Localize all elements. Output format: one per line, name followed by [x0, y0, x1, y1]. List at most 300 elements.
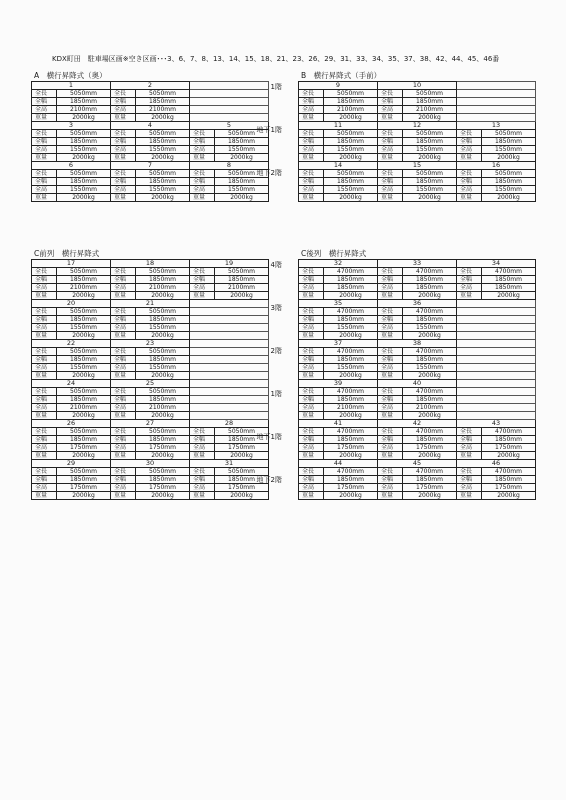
spec-label: 全幅	[32, 356, 57, 364]
empty-slot	[190, 380, 269, 388]
spec-value: 1850mm	[136, 316, 190, 324]
spec-value: 5050mm	[215, 130, 269, 138]
spec-label: 重量	[190, 452, 215, 460]
spec-row	[299, 268, 536, 276]
spec-row	[32, 364, 269, 372]
spec-label: 全高	[32, 484, 57, 492]
spec-label: 全長	[111, 268, 136, 276]
spec-value: 2000kg	[403, 114, 457, 122]
spec-value: 1750mm	[215, 484, 269, 492]
spec-value: 2000kg	[324, 114, 378, 122]
empty-cell	[457, 388, 536, 396]
spec-value: 1850mm	[403, 178, 457, 186]
spec-value: 5050mm	[215, 468, 269, 476]
slot-number-row	[32, 122, 269, 130]
parking-grid	[31, 259, 269, 500]
spec-value: 1850mm	[324, 178, 378, 186]
spec-row	[32, 396, 269, 404]
spec-label: 全長	[111, 468, 136, 476]
spec-value: 1850mm	[215, 138, 269, 146]
spec-value: 4700mm	[403, 388, 457, 396]
spec-value: 1850mm	[57, 178, 111, 186]
slot-number: 3	[32, 122, 111, 130]
spec-label: 全幅	[299, 316, 324, 324]
spec-label: 重量	[299, 412, 324, 420]
spec-row	[299, 476, 536, 484]
spec-label: 全幅	[190, 276, 215, 284]
spec-label: 全幅	[32, 476, 57, 484]
floor-label: 1階	[270, 83, 282, 91]
spec-value: 2000kg	[136, 412, 190, 420]
empty-cell	[457, 324, 536, 332]
spec-label: 重量	[299, 194, 324, 202]
slot-number-row	[299, 260, 536, 268]
spec-value: 4700mm	[324, 308, 378, 316]
empty-cell	[190, 114, 269, 122]
spec-row	[299, 388, 536, 396]
spec-label: 全長	[111, 308, 136, 316]
spec-value: 2000kg	[136, 292, 190, 300]
slot-number: 9	[299, 82, 378, 90]
slot-number: 44	[299, 460, 378, 468]
spec-value: 2000kg	[324, 492, 378, 500]
spec-value: 5050mm	[403, 90, 457, 98]
spec-value: 1850mm	[136, 476, 190, 484]
spec-row	[32, 476, 269, 484]
spec-value: 4700mm	[403, 308, 457, 316]
spec-row	[32, 404, 269, 412]
spec-value: 1850mm	[215, 178, 269, 186]
spec-label: 重量	[111, 492, 136, 500]
spec-value: 2100mm	[57, 106, 111, 114]
spec-label: 全高	[457, 186, 482, 194]
spec-value: 2000kg	[57, 292, 111, 300]
spec-label: 全長	[32, 130, 57, 138]
slot-number-row	[299, 162, 536, 170]
slot-number-row	[32, 82, 269, 90]
spec-value: 2000kg	[403, 292, 457, 300]
spec-row	[32, 138, 269, 146]
slot-number-row	[32, 340, 269, 348]
spec-value: 2000kg	[403, 154, 457, 162]
spec-label: 全長	[111, 130, 136, 138]
spec-value: 2100mm	[136, 404, 190, 412]
spec-label: 全高	[111, 404, 136, 412]
spec-row	[299, 138, 536, 146]
empty-slot	[457, 82, 536, 90]
spec-row	[32, 114, 269, 122]
spec-label: 重量	[378, 452, 403, 460]
spec-row	[32, 332, 269, 340]
slot-number: 20	[32, 300, 111, 308]
spec-value: 5050mm	[57, 130, 111, 138]
spec-label: 全幅	[299, 138, 324, 146]
slot-number: 34	[457, 260, 536, 268]
spec-row	[299, 332, 536, 340]
spec-value: 5050mm	[215, 428, 269, 436]
spec-row	[32, 412, 269, 420]
spec-label: 全幅	[299, 356, 324, 364]
spec-row	[32, 130, 269, 138]
floor-label: 地下1階	[256, 126, 282, 134]
spec-value: 2000kg	[215, 292, 269, 300]
spec-label: 全高	[32, 186, 57, 194]
spec-value: 1750mm	[403, 484, 457, 492]
spec-label: 全高	[299, 284, 324, 292]
spec-value: 5050mm	[136, 388, 190, 396]
spec-row	[32, 186, 269, 194]
spec-label: 全長	[32, 428, 57, 436]
spec-row	[32, 324, 269, 332]
spec-label: 重量	[111, 154, 136, 162]
spec-row	[32, 106, 269, 114]
spec-label: 全長	[190, 268, 215, 276]
spec-value: 1550mm	[403, 364, 457, 372]
spec-label: 重量	[299, 292, 324, 300]
spec-value: 2000kg	[215, 452, 269, 460]
slot-number-row	[299, 380, 536, 388]
spec-label: 全長	[457, 428, 482, 436]
spec-value: 5050mm	[57, 388, 111, 396]
spec-label: 全幅	[378, 276, 403, 284]
spec-value: 5050mm	[403, 170, 457, 178]
spec-value: 5050mm	[324, 170, 378, 178]
spec-value: 5050mm	[136, 170, 190, 178]
spec-label: 全長	[32, 468, 57, 476]
slot-number: 19	[190, 260, 269, 268]
spec-row	[32, 436, 269, 444]
spec-row	[299, 444, 536, 452]
spec-value: 1850mm	[215, 476, 269, 484]
slot-number: 8	[190, 162, 269, 170]
slot-number: 41	[299, 420, 378, 428]
spec-value: 1850mm	[403, 98, 457, 106]
spec-value: 1850mm	[403, 138, 457, 146]
spec-label: 全幅	[190, 436, 215, 444]
spec-value: 1850mm	[57, 276, 111, 284]
slot-number: 30	[111, 460, 190, 468]
spec-value: 1550mm	[215, 146, 269, 154]
slot-number: 32	[299, 260, 378, 268]
spec-value: 1550mm	[215, 186, 269, 194]
slot-number-row	[299, 122, 536, 130]
slot-number: 45	[378, 460, 457, 468]
spec-value: 4700mm	[482, 268, 536, 276]
spec-value: 1850mm	[482, 178, 536, 186]
spec-value: 2000kg	[57, 492, 111, 500]
spec-value: 1850mm	[324, 356, 378, 364]
spec-value: 5050mm	[324, 130, 378, 138]
spec-label: 重量	[378, 114, 403, 122]
spec-row	[32, 90, 269, 98]
slot-number: 10	[378, 82, 457, 90]
spec-value: 1850mm	[57, 476, 111, 484]
spec-label: 全長	[32, 90, 57, 98]
slot-number-row	[299, 340, 536, 348]
spec-label: 全幅	[378, 178, 403, 186]
slot-number: 11	[299, 122, 378, 130]
spec-value: 1750mm	[136, 444, 190, 452]
spec-label: 重量	[457, 492, 482, 500]
spec-value: 4700mm	[403, 428, 457, 436]
spec-row	[299, 372, 536, 380]
spec-label: 全高	[457, 484, 482, 492]
spec-value: 1850mm	[403, 436, 457, 444]
empty-cell	[190, 404, 269, 412]
slot-number-row	[32, 300, 269, 308]
spec-label: 重量	[378, 154, 403, 162]
spec-row	[299, 284, 536, 292]
empty-cell	[190, 364, 269, 372]
floor-label: 2階	[270, 347, 282, 355]
slot-number: 42	[378, 420, 457, 428]
spec-label: 全幅	[190, 178, 215, 186]
spec-value: 2100mm	[136, 284, 190, 292]
spec-value: 2000kg	[482, 194, 536, 202]
spec-row	[32, 444, 269, 452]
spec-row	[299, 98, 536, 106]
spec-value: 2000kg	[482, 492, 536, 500]
spec-row	[299, 292, 536, 300]
spec-label: 全高	[457, 284, 482, 292]
spec-label: 全高	[378, 324, 403, 332]
spec-label: 全高	[190, 146, 215, 154]
empty-cell	[457, 356, 536, 364]
spec-value: 2000kg	[57, 194, 111, 202]
spec-row	[32, 268, 269, 276]
spec-row	[299, 130, 536, 138]
spec-label: 全長	[378, 468, 403, 476]
spec-value: 1550mm	[324, 364, 378, 372]
spec-value: 1850mm	[324, 316, 378, 324]
spec-value: 1850mm	[403, 316, 457, 324]
spec-label: 全高	[111, 364, 136, 372]
slot-number: 28	[190, 420, 269, 428]
spec-value: 1850mm	[136, 178, 190, 186]
spec-label: 全幅	[32, 396, 57, 404]
slot-number: 14	[299, 162, 378, 170]
spec-value: 1750mm	[136, 484, 190, 492]
slot-number: 23	[111, 340, 190, 348]
spec-label: 全幅	[111, 436, 136, 444]
empty-cell	[457, 316, 536, 324]
spec-label: 全幅	[111, 476, 136, 484]
spec-row	[299, 412, 536, 420]
spec-label: 全高	[32, 284, 57, 292]
spec-row	[32, 308, 269, 316]
spec-value: 4700mm	[324, 268, 378, 276]
spec-label: 全幅	[299, 276, 324, 284]
slot-number: 16	[457, 162, 536, 170]
spec-label: 全幅	[111, 98, 136, 106]
spec-value: 2000kg	[324, 412, 378, 420]
spec-label: 全長	[299, 130, 324, 138]
spec-label: 全長	[32, 170, 57, 178]
spec-label: 重量	[299, 372, 324, 380]
spec-label: 重量	[32, 154, 57, 162]
spec-value: 2000kg	[403, 194, 457, 202]
spec-label: 全高	[299, 444, 324, 452]
spec-value: 2000kg	[136, 154, 190, 162]
section-title: A 横行昇降式（奥）	[34, 71, 107, 80]
slot-number: 18	[111, 260, 190, 268]
spec-value: 1850mm	[482, 138, 536, 146]
spec-label: 全長	[378, 308, 403, 316]
spec-label: 全幅	[457, 476, 482, 484]
spec-label: 全幅	[378, 356, 403, 364]
spec-label: 全高	[111, 106, 136, 114]
spec-value: 2100mm	[57, 404, 111, 412]
spec-label: 全幅	[299, 436, 324, 444]
slot-number: 36	[378, 300, 457, 308]
parking-grid	[31, 81, 269, 202]
slot-number: 6	[32, 162, 111, 170]
spec-value: 1550mm	[136, 186, 190, 194]
spec-label: 全高	[378, 404, 403, 412]
spec-row	[299, 308, 536, 316]
spec-label: 全高	[190, 444, 215, 452]
spec-label: 全高	[111, 444, 136, 452]
spec-label: 全幅	[299, 178, 324, 186]
spec-value: 1850mm	[215, 276, 269, 284]
empty-cell	[457, 98, 536, 106]
spec-row	[32, 492, 269, 500]
spec-label: 全高	[299, 404, 324, 412]
slot-number-row	[32, 260, 269, 268]
spec-label: 全幅	[32, 436, 57, 444]
spec-value: 2000kg	[136, 452, 190, 460]
spec-label: 全高	[457, 146, 482, 154]
spec-label: 全長	[299, 308, 324, 316]
spec-label: 重量	[378, 194, 403, 202]
spec-label: 重量	[378, 412, 403, 420]
slot-number: 15	[378, 162, 457, 170]
spec-label: 重量	[378, 492, 403, 500]
spec-label: 全幅	[32, 138, 57, 146]
spec-value: 1750mm	[57, 484, 111, 492]
spec-value: 2000kg	[324, 452, 378, 460]
spec-value: 5050mm	[482, 170, 536, 178]
spec-label: 全高	[111, 324, 136, 332]
spec-value: 2100mm	[57, 284, 111, 292]
spec-value: 5050mm	[482, 130, 536, 138]
spec-label: 全長	[299, 90, 324, 98]
spec-label: 全幅	[378, 138, 403, 146]
spec-label: 全長	[457, 268, 482, 276]
spec-value: 2100mm	[324, 404, 378, 412]
spec-label: 全高	[378, 284, 403, 292]
spec-value: 1750mm	[482, 484, 536, 492]
spec-label: 全長	[32, 268, 57, 276]
empty-slot	[457, 340, 536, 348]
spec-value: 1850mm	[403, 476, 457, 484]
spec-value: 1850mm	[136, 356, 190, 364]
spec-label: 全高	[32, 444, 57, 452]
spec-value: 2000kg	[215, 154, 269, 162]
spec-value: 5050mm	[136, 90, 190, 98]
empty-cell	[190, 316, 269, 324]
slot-number: 46	[457, 460, 536, 468]
spec-value: 1850mm	[324, 396, 378, 404]
spec-row	[32, 372, 269, 380]
spec-value: 5050mm	[215, 170, 269, 178]
spec-value: 5050mm	[57, 428, 111, 436]
spec-row	[32, 194, 269, 202]
spec-label: 全高	[190, 484, 215, 492]
spec-value: 1750mm	[403, 444, 457, 452]
spec-value: 4700mm	[324, 388, 378, 396]
slot-number-row	[299, 460, 536, 468]
spec-value: 1850mm	[57, 98, 111, 106]
spec-label: 全幅	[299, 396, 324, 404]
spec-label: 全高	[190, 284, 215, 292]
slot-number: 5	[190, 122, 269, 130]
spec-value: 1750mm	[57, 444, 111, 452]
spec-value: 2000kg	[482, 292, 536, 300]
spec-row	[32, 468, 269, 476]
spec-label: 全高	[299, 364, 324, 372]
spec-label: 重量	[299, 452, 324, 460]
spec-value: 2100mm	[324, 106, 378, 114]
spec-label: 全長	[299, 348, 324, 356]
spec-label: 全幅	[457, 178, 482, 186]
spec-value: 2000kg	[215, 492, 269, 500]
empty-cell	[457, 332, 536, 340]
spec-label: 重量	[457, 452, 482, 460]
spec-value: 2000kg	[136, 114, 190, 122]
spec-value: 1550mm	[324, 186, 378, 194]
parking-grid	[298, 81, 536, 202]
spec-row	[299, 404, 536, 412]
slot-number-row	[299, 82, 536, 90]
spec-value: 1850mm	[403, 284, 457, 292]
spec-value: 1850mm	[136, 138, 190, 146]
spec-label: 全長	[190, 468, 215, 476]
spec-row	[299, 316, 536, 324]
spec-row	[32, 146, 269, 154]
spec-label: 全高	[299, 484, 324, 492]
empty-cell	[190, 98, 269, 106]
spec-label: 重量	[111, 452, 136, 460]
spec-label: 全長	[32, 308, 57, 316]
spec-label: 全幅	[378, 316, 403, 324]
spec-row	[299, 356, 536, 364]
spec-label: 重量	[32, 412, 57, 420]
spec-row	[299, 276, 536, 284]
empty-cell	[190, 106, 269, 114]
spec-value: 1850mm	[57, 436, 111, 444]
document-header: KDX町田 駐車場区画※空き区画･･･3、6、7、8、13、14、15、18、21、23、26、29、31、33、34、35、37、38、42、44、45、46番	[52, 55, 500, 63]
spec-value: 1850mm	[215, 436, 269, 444]
spec-label: 全高	[190, 186, 215, 194]
spec-value: 4700mm	[403, 348, 457, 356]
spec-label: 全高	[32, 146, 57, 154]
spec-value: 1550mm	[136, 146, 190, 154]
empty-cell	[190, 332, 269, 340]
spec-value: 4700mm	[403, 468, 457, 476]
spec-value: 5050mm	[136, 468, 190, 476]
spec-value: 1850mm	[136, 436, 190, 444]
spec-value: 1850mm	[482, 436, 536, 444]
spec-value: 1750mm	[324, 444, 378, 452]
spec-label: 全幅	[378, 396, 403, 404]
slot-number: 21	[111, 300, 190, 308]
spec-value: 2000kg	[57, 332, 111, 340]
spec-value: 1850mm	[482, 284, 536, 292]
spec-value: 5050mm	[403, 130, 457, 138]
empty-cell	[457, 412, 536, 420]
slot-number-row	[32, 420, 269, 428]
